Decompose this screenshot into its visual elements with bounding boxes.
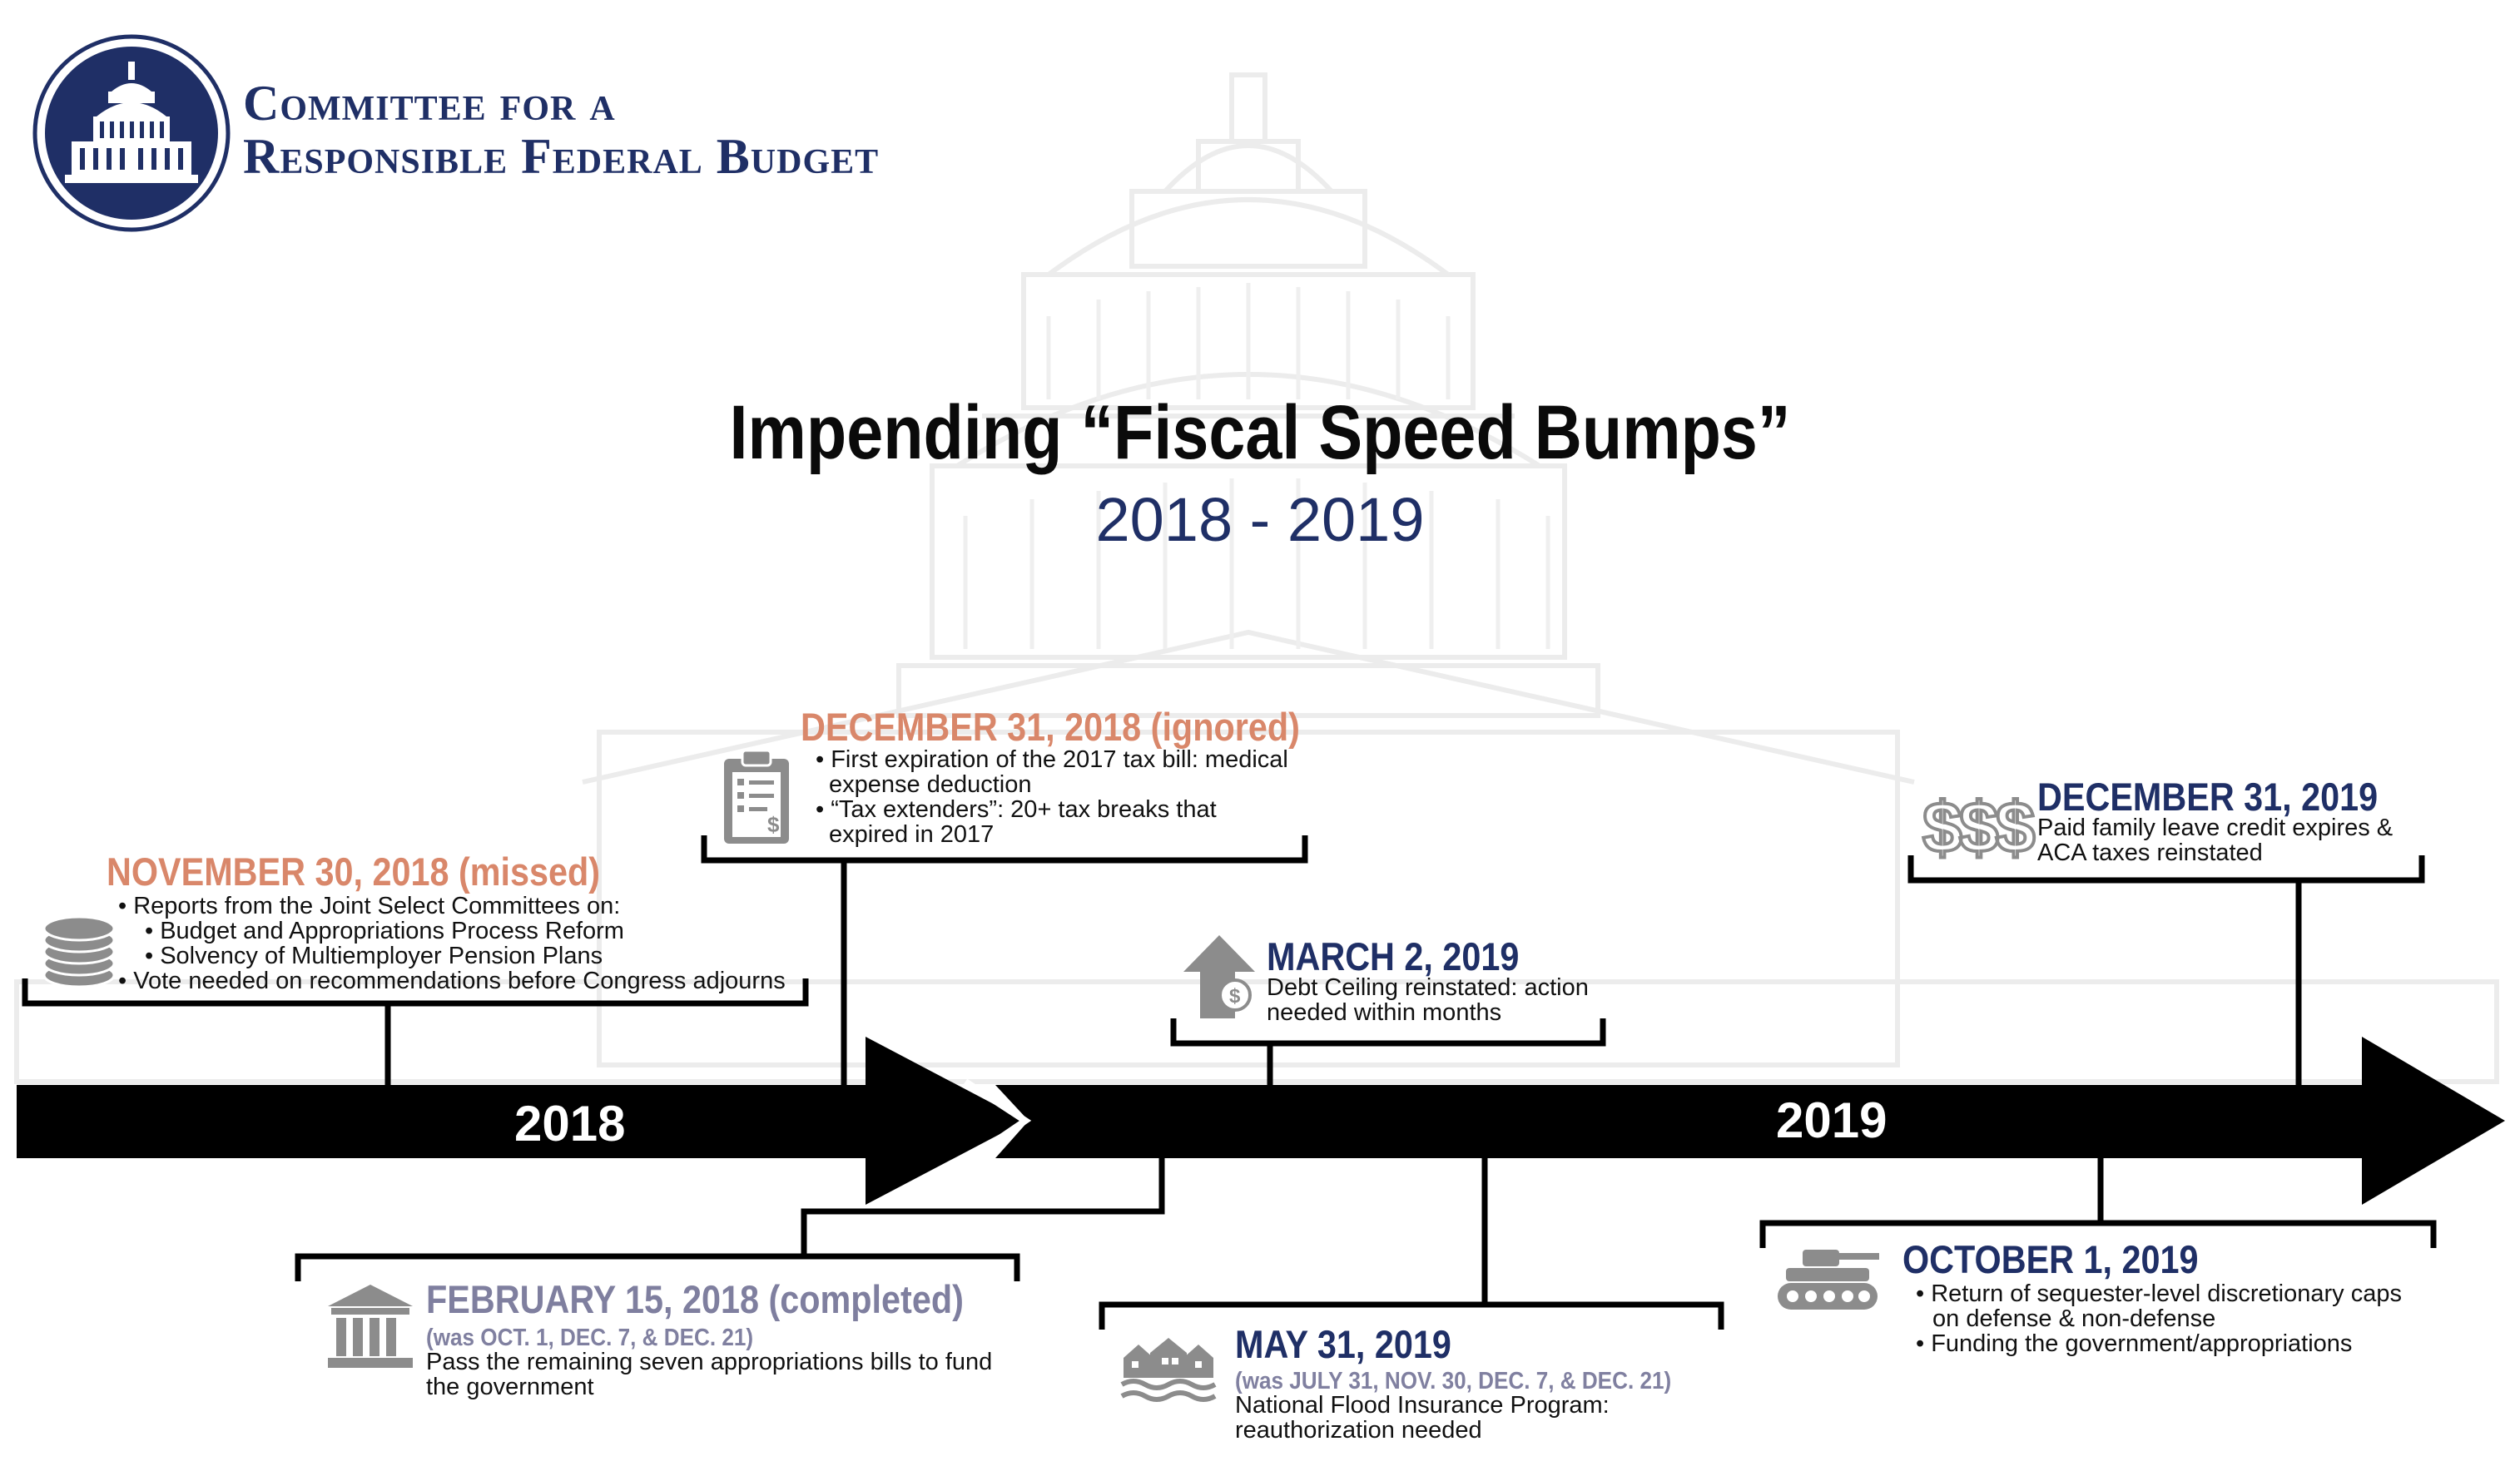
text-may2019-1: National Flood Insurance Program: [1235, 1392, 1610, 1419]
dollar-signs-icon: $$$ [1922, 788, 2032, 868]
text-dec2019-1: Paid family leave credit expires & [2037, 815, 2394, 841]
tank-icon [1774, 1245, 1883, 1313]
coins-icon [33, 907, 125, 990]
bullet-dec2018-1: • First expiration of the 2017 tax bill: medical [816, 746, 1288, 773]
bullet-nov2018-1: • Reports from the Joint Select Committees on: [118, 893, 621, 919]
date-mar2019: MARCH 2, 2019 [1267, 934, 1520, 978]
bullet-dec2018-3: • “Tax extenders”: 20+ tax breaks that [816, 796, 1217, 823]
debt-arrow-icon [1182, 934, 1257, 1020]
was-feb2018: (was OCT. 1, DEC. 7, & DEC. 21) [426, 1325, 754, 1351]
svg-text:$: $ [767, 812, 780, 837]
clipboard-icon [719, 749, 794, 847]
text-feb2018-2: the government [426, 1374, 594, 1400]
flooded-houses-icon [1120, 1335, 1217, 1403]
date-oct2019: OCTOBER 1, 2019 [1902, 1237, 2199, 1281]
capitol-building-icon [325, 1283, 416, 1370]
bullet-nov2018-3: • Solvency of Multiemployer Pension Plans [145, 943, 603, 969]
org-name-line2: Responsible Federal Budget [243, 129, 880, 184]
text-may2019-2: reauthorization needed [1235, 1417, 1482, 1444]
bullet-dec2018-4: expired in 2017 [829, 821, 995, 848]
was-may2019: (was JULY 31, NOV. 30, DEC. 7, & DEC. 21) [1235, 1368, 1672, 1394]
year-label-2018: 2018 [514, 1096, 626, 1152]
year-label-2019: 2019 [1776, 1092, 1888, 1148]
text-mar2019-2: needed within months [1267, 999, 1502, 1026]
bullet-oct2019-2: on defense & non-defense [1932, 1305, 2216, 1332]
text-dec2019-2: ACA taxes reinstated [2037, 840, 2263, 866]
bullet-dec2018-2: expense deduction [829, 771, 1032, 798]
text-feb2018-1: Pass the remaining seven appropriations bills to fund [426, 1349, 993, 1375]
bullet-oct2019-1: • Return of sequester-level discretionary caps [1916, 1280, 2402, 1307]
svg-text:$: $ [1229, 985, 1241, 1008]
page-title: Impending “Fiscal Speed Bumps” [729, 390, 1791, 475]
bullet-oct2019-3: • Funding the government/appropriations [1916, 1330, 2353, 1357]
bullet-nov2018-4: • Vote needed on recommendations before Congress adjourns [118, 968, 786, 994]
text-mar2019-1: Debt Ceiling reinstated: action [1267, 974, 1589, 1001]
date-dec2018: DECEMBER 31, 2018 (ignored) [801, 705, 1300, 749]
timeline-arrow-2019 [995, 1037, 2505, 1205]
bullet-nov2018-2: • Budget and Appropriations Process Reform [145, 918, 624, 944]
org-name-line1: Committee for a [243, 76, 616, 131]
connector-feb2018 [804, 1158, 1162, 1256]
bracket-dec2018 [704, 835, 1305, 860]
date-feb2018: FEBRUARY 15, 2018 (completed) [426, 1277, 964, 1321]
date-nov2018: NOVEMBER 30, 2018 (missed) [107, 849, 601, 894]
date-may2019: MAY 31, 2019 [1235, 1322, 1451, 1366]
date-dec2019: DECEMBER 31, 2019 [2037, 775, 2379, 819]
page-subtitle: 2018 - 2019 [1095, 485, 1425, 554]
